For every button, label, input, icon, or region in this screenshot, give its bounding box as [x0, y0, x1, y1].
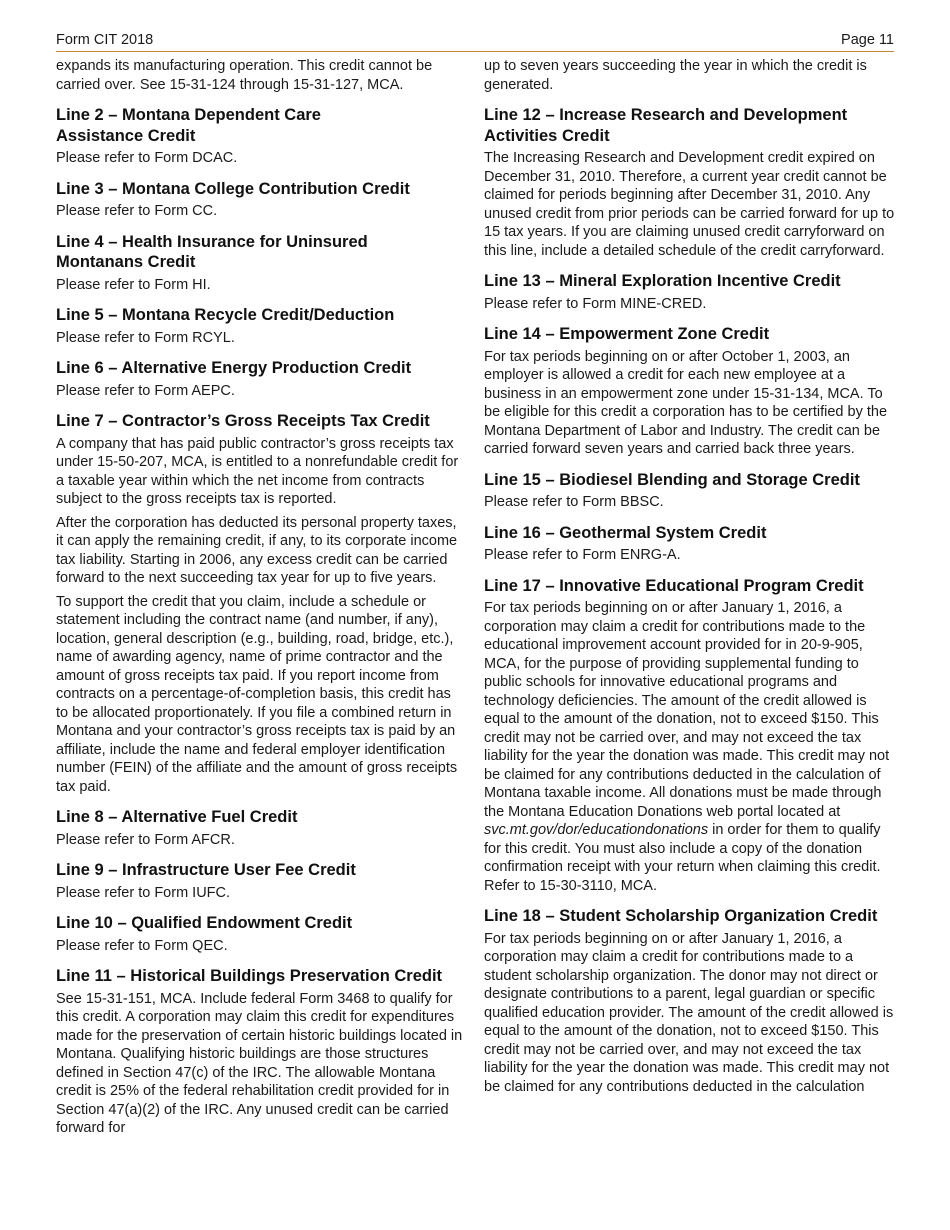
line-5-text: Please refer to Form RCYL. — [56, 329, 235, 346]
line-5-heading: Line 5 – Montana Recycle Credit/Deduction — [56, 306, 395, 324]
line-6-text: Please refer to Form AEPC. — [56, 382, 235, 399]
line-15-text: Please refer to Form BBSC. — [484, 494, 664, 510]
line-17-text: For tax periods beginning on or after January 1, 2016, a corporation may claim a credit for contributions made to the educational improvement account provided for in 20-9-905, MCA, for the purpose of providing supplemental funding to public schools for innovative educational programs and technology deficiencies. The amount of the credit allowed is equal to the amount of the donation, not to exceed $150. This credit may not be carried over, and may not exceed the tax liability for the year the donation was made. This credit may not be claimed for any contributions deducted in the calculation of Montana taxable income. All donations must be made through the Montana Education Donations web portal located at svc.mt.gov/dor/educationdonations in order for them to qualify for this credit. You must also include a copy of the donation confirmation receipt with your return when claiming this credit. Refer to 15-30-3110, MCA. — [484, 600, 890, 894]
continued-text: expands its manufacturing operation. This credit cannot be carried over. See 15-31-124 through 15-31-127, MCA. — [56, 58, 433, 93]
line-10-text: Please refer to Form QEC. — [56, 937, 228, 954]
line-13-text: Please refer to Form MINE-CRED. — [484, 295, 707, 312]
line-13-heading: Line 13 – Mineral Exploration Incentive Credit — [484, 272, 841, 290]
line-9-heading: Line 9 – Infrastructure User Fee Credit — [56, 861, 356, 879]
line-4-heading: Line 4 – Health Insurance for Uninsured Montanans Credit — [56, 232, 368, 271]
left-column — [56, 57, 465, 1143]
line-8-heading: Line 8 – Alternative Fuel Credit — [56, 808, 298, 826]
page-header — [56, 31, 894, 52]
line-18-text: For tax periods beginning on or after January 1, 2016, a corporation may claim a credit for contributions made to a student scholarship organization. The donor may not direct or designate contributions to a parent, legal guardian or specific qualified education provider. The amount of the credit allowed is equal to the amount of the donation, not to exceed $150. This credit may not be carried over, and may not exceed the tax liability for the year the donation was made. This credit may not be claimed for any contributions deducted in the calculation — [484, 930, 894, 1095]
line-18-heading: Line 18 – Student Scholarship Organization Credit — [484, 907, 878, 925]
line-7-paragraph-2: After the corporation has deducted its personal property taxes, it can apply the remaining credit, if any, to its corporate income tax liability. Starting in 2006, any excess credit can be carried forward to the next succeeding tax year for up to five years. — [56, 514, 458, 586]
line-17-heading: Line 17 – Innovative Educational Program Credit — [484, 576, 864, 595]
line-14-heading: Line 14 – Empowerment Zone Credit — [484, 325, 770, 343]
line-2-text: Please refer to Form DCAC. — [56, 150, 238, 166]
line-6-heading: Line 6 – Alternative Energy Production Credit — [56, 359, 412, 377]
line-3-text: Please refer to Form CC. — [56, 203, 218, 219]
line-3-heading: Line 3 – Montana College Contribution Credit — [56, 179, 410, 198]
line-4-text: Please refer to Form HI. — [56, 276, 211, 293]
line-16-heading: Line 16 – Geothermal System Credit — [484, 523, 767, 542]
line-7-heading: Line 7 – Contractor’s Gross Receipts Tax Credit — [56, 412, 430, 430]
continued-text: up to seven years succeeding the year in which the credit is generated. — [484, 58, 867, 93]
line-2-heading: Line 2 – Montana Dependent Care Assistance Credit — [56, 106, 321, 145]
line-12-text: The Increasing Research and Development credit expired on December 31, 2010. Therefore, a current year credit cannot be claimed for periods beginning after December 31, 2010. Any unused credit from prior periods can be carried forward for up to 15 tax years. If you are claiming unused credit carryforward on this line, include a detailed schedule of the credit carryforward. — [484, 150, 895, 259]
line-12-heading: Line 12 – Increase Research and Development Activities Credit — [484, 106, 848, 145]
line-9-text: Please refer to Form IUFC. — [56, 884, 231, 901]
line-11-heading: Line 11 – Historical Buildings Preservation Credit — [56, 967, 443, 985]
line-11-text: See 15-31-151, MCA. Include federal Form 3468 to qualify for this credit. A corporation may claim this credit for expenditures made for the preservation of certain historic buildings located in Montana. Qualifying historic buildings are those structures defined in Section 47(c) of the IRC. The allowable Montana credit is 25% of the federal rehabilitation credit provided for in Section 47(a)(2) of the IRC. Any unused credit can be carried forward for — [56, 990, 463, 1136]
line-14-text: For tax periods beginning on or after October 1, 2003, an employer is allowed a credit for each new employee at a business in an empowerment zone under 15-31-134, MCA. To be eligible for this credit a corporation has to be certified by the Montana Department of Labor and Industry. The credit can be carried forward seven years and carried back three years. — [484, 348, 888, 457]
form-title: Form CIT 2018 — [56, 32, 154, 48]
line-15-heading: Line 15 – Biodiesel Blending and Storage Credit — [484, 470, 860, 489]
line-16-text: Please refer to Form ENRG-A. — [484, 547, 681, 563]
line-8-text: Please refer to Form AFCR. — [56, 831, 235, 848]
right-column — [484, 57, 895, 1101]
line-7-paragraph-1: A company that has paid public contractor’s gross receipts tax under 15-50-207, MCA, is entitled to a nonrefundable credit for a taxable year within which the net income from contracts subject to the gross receipts tax is reported. — [56, 435, 459, 507]
line-7-paragraph-3: To support the credit that you claim, include a schedule or statement including the contract name (and number, if any), location, general description (e.g., building, road, bridge, etc.), name of awarding agency, name of prime contractor and the amount of gross receipts tax paid. If you report income from contracts on a percentage-of-completion basis, this credit has to be allocated proportionately. If you file a combined return in Montana and your contractor’s gross receipts tax is paid by an affiliate, include the name and federal employer identification number (FEIN) of the affiliate and the amount of gross receipts tax paid. — [56, 593, 458, 795]
page-number: Page 11 — [841, 32, 894, 48]
line-10-heading: Line 10 – Qualified Endowment Credit — [56, 914, 353, 932]
donations-portal-url: svc.mt.gov/dor/educationdonations — [484, 822, 709, 838]
